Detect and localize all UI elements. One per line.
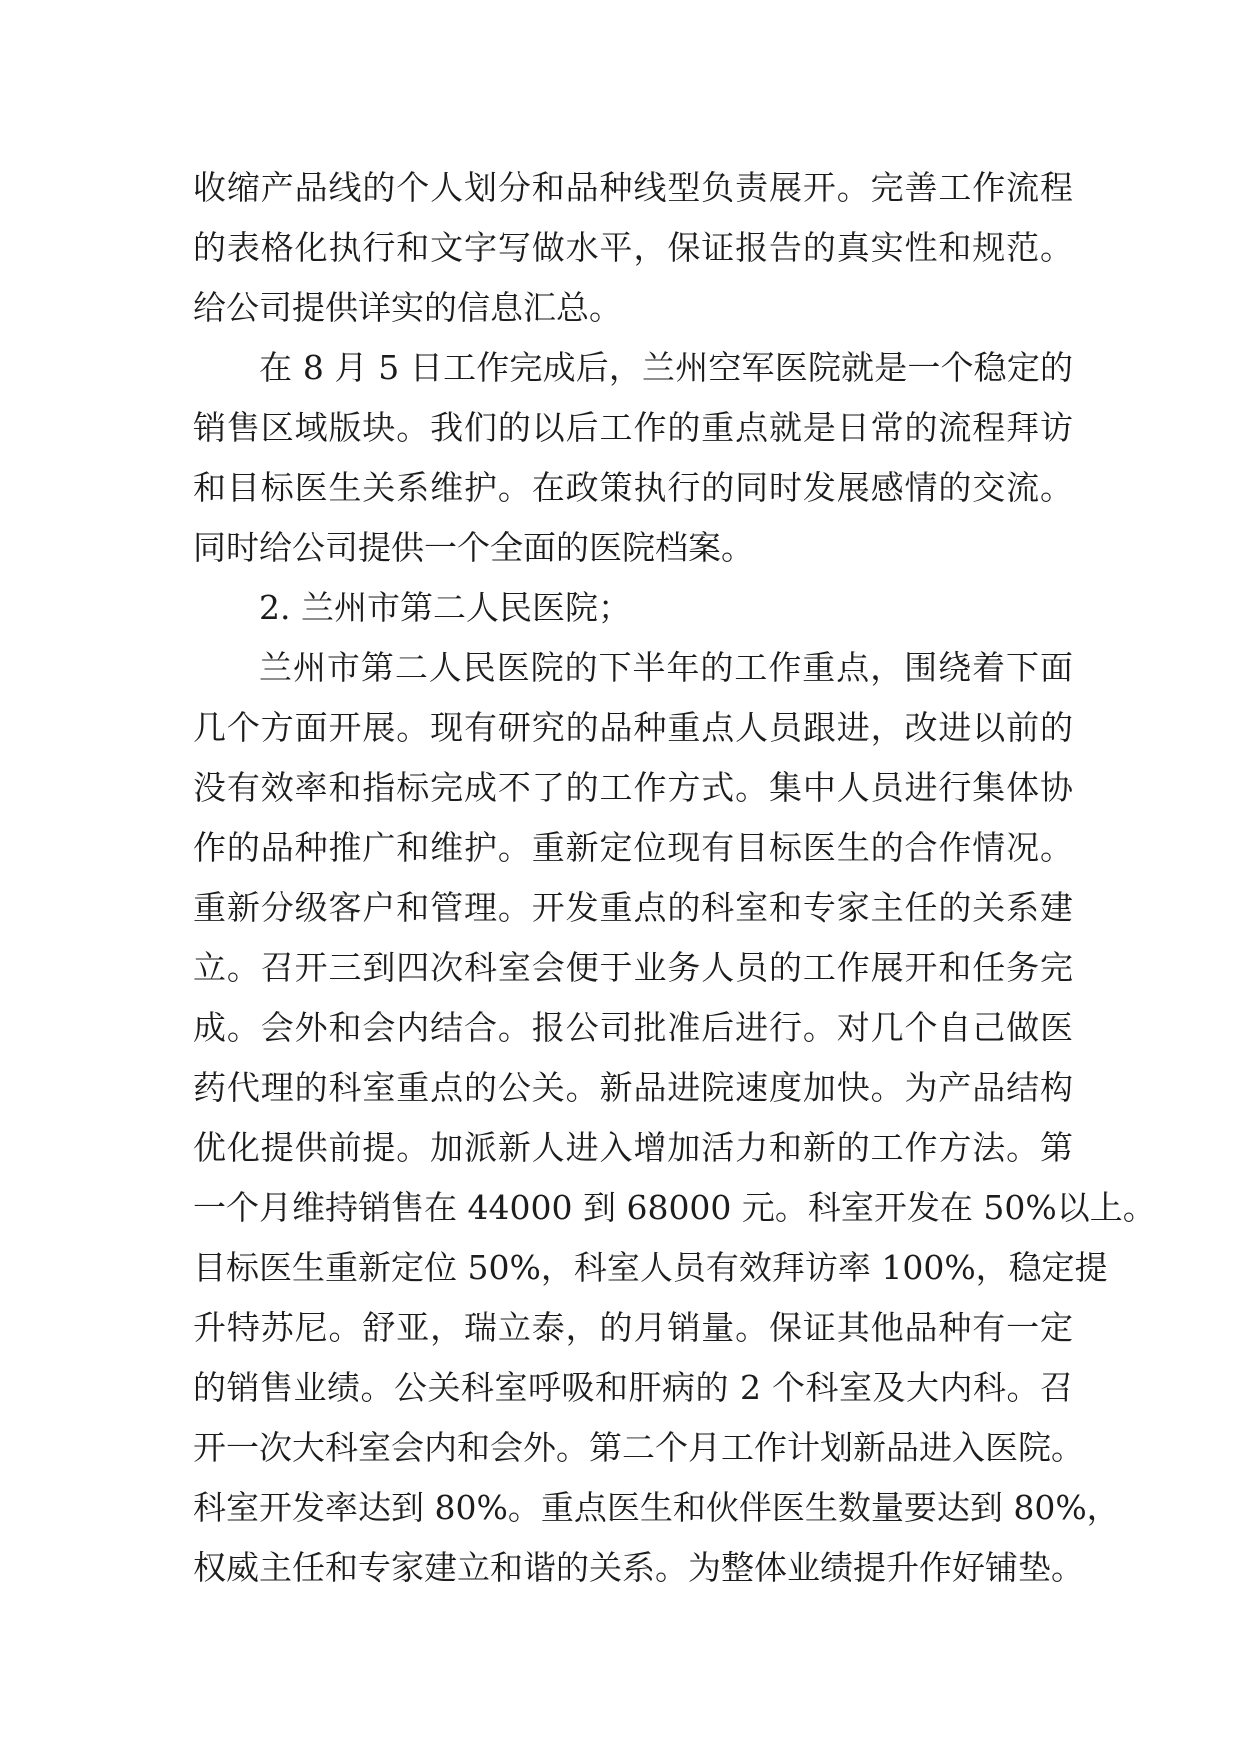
text-line: 同时给公司提供一个全面的医院档案。	[193, 528, 754, 567]
text-line: 没有效率和指标完成不了的工作方式。集中人员进行集体协	[193, 768, 1073, 807]
body-text	[193, 158, 1156, 1598]
section-heading: 2. 兰州市第二人民医院；	[259, 588, 631, 627]
text-line: 药代理的科室重点的公关。新品进院速度加快。为产品结构	[193, 1068, 1073, 1107]
text-line: 权威主任和专家建立和谐的关系。为整体业绩提升作好铺垫。	[193, 1548, 1084, 1587]
text-line: 给公司提供详实的信息汇总。	[193, 288, 622, 327]
text-line: 目标医生重新定位 50%，科室人员有效拜访率 100%，稳定提	[193, 1248, 1108, 1287]
text-line: 立。召开三到四次科室会便于业务人员的工作展开和任务完	[193, 948, 1073, 987]
text-line: 销售区域版块。我们的以后工作的重点就是日常的流程拜访	[193, 408, 1073, 447]
text-line: 作的品种推广和维护。重新定位现有目标医生的合作情况。	[193, 828, 1073, 867]
text-line: 科室开发率达到 80%。重点医生和伙伴医生数量要达到 80%，	[193, 1488, 1120, 1527]
text-line: 在 8 月 5 日工作完成后，兰州空军医院就是一个稳定的	[259, 348, 1073, 387]
text-line: 升特苏尼。舒亚，瑞立泰，的月销量。保证其他品种有一定	[193, 1308, 1073, 1347]
text-line: 兰州市第二人民医院的下半年的工作重点，围绕着下面	[259, 648, 1073, 687]
text-line: 成。会外和会内结合。报公司批准后进行。对几个自己做医	[193, 1008, 1073, 1047]
text-line: 和目标医生关系维护。在政策执行的同时发展感情的交流。	[193, 468, 1073, 507]
text-line: 开一次大科室会内和会外。第二个月工作计划新品进入医院。	[193, 1428, 1084, 1467]
text-line: 的表格化执行和文字写做水平，保证报告的真实性和规范。	[193, 228, 1073, 267]
text-line: 重新分级客户和管理。开发重点的科室和专家主任的关系建	[193, 888, 1073, 927]
text-line: 一个月维持销售在 44000 到 68000 元。科室开发在 50%以上。	[193, 1188, 1156, 1227]
text-line: 几个方面开展。现有研究的品种重点人员跟进，改进以前的	[193, 708, 1073, 747]
text-line: 优化提供前提。加派新人进入增加活力和新的工作方法。第	[193, 1128, 1073, 1167]
text-line: 收缩产品线的个人划分和品种线型负责展开。完善工作流程	[193, 168, 1073, 207]
text-line: 的销售业绩。公关科室呼吸和肝病的 2 个科室及大内科。召	[193, 1368, 1073, 1407]
